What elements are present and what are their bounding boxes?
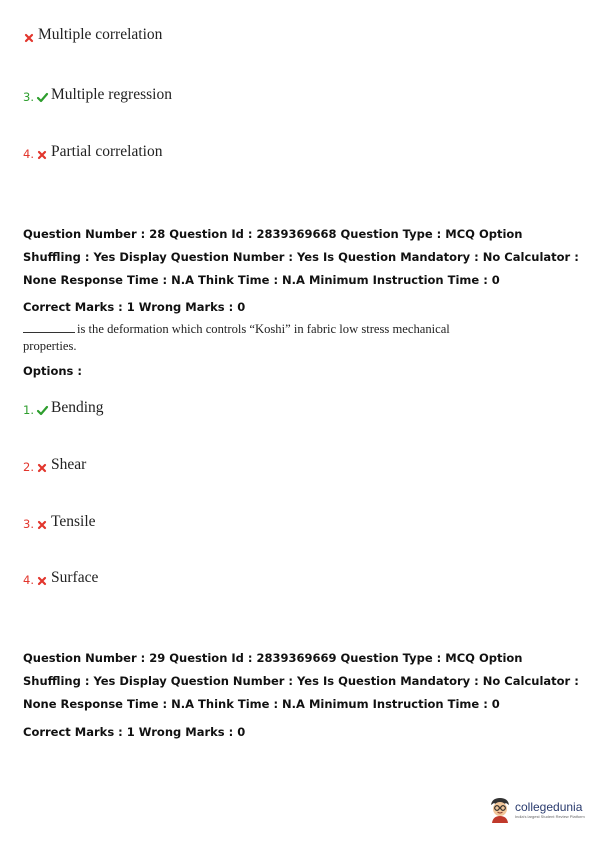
logo-tagline: India's largest Student Review Platform — [515, 814, 585, 819]
option-number: 4. — [23, 573, 34, 587]
mascot-icon — [488, 796, 512, 824]
option-number: 3. — [23, 517, 34, 531]
option-row — [23, 20, 162, 44]
option-text: Bending — [51, 399, 104, 416]
cross-icon — [36, 517, 49, 531]
option-row — [23, 563, 98, 587]
option-text: Partial correlation — [51, 143, 163, 160]
option-row — [23, 393, 104, 417]
option-text: Multiple correlation — [38, 26, 163, 43]
question-meta: Question Number : 29 Question Id : 2839369669 Question Type : MCQ Option Shuffling : Yes Display Question Number : Yes Is Question Mandatory : No Calculator : None Response Time : N.A Think Time : N.A Minimum Instruction Time : 0 — [23, 651, 579, 711]
option-row — [23, 450, 86, 474]
cross-icon — [36, 460, 49, 474]
question-meta: Question Number : 28 Question Id : 2839369668 Question Type : MCQ Option Shuffling : Yes Display Question Number : Yes Is Question Mandatory : No Calculator : None Response Time : N.A Think Time : N.A Minimum Instruction Time : 0 — [23, 227, 579, 287]
cross-icon — [36, 147, 49, 161]
options-label: Options : — [23, 364, 82, 378]
question-marks: Correct Marks : 1 Wrong Marks : 0 — [23, 300, 246, 314]
answer-blank — [23, 321, 75, 333]
option-text: Surface — [51, 569, 99, 586]
option-text: Multiple regression — [51, 86, 172, 103]
option-row — [23, 137, 162, 161]
question-marks: Correct Marks : 1 Wrong Marks : 0 — [23, 725, 246, 739]
option-number: 1. — [23, 403, 34, 417]
check-icon — [36, 403, 49, 417]
cross-icon — [23, 30, 36, 44]
option-text: Shear — [51, 456, 87, 473]
option-text: Tensile — [51, 513, 96, 530]
logo-wordmark: collegedunia — [515, 800, 583, 814]
collegedunia-logo — [488, 796, 585, 824]
question-stem — [23, 321, 483, 355]
option-number: 4. — [23, 147, 34, 161]
cross-icon — [36, 573, 49, 587]
option-row — [23, 80, 172, 104]
question-stem-text: is the deformation which controls “Koshi” in fabric low stress mechanical properties. — [23, 322, 450, 353]
option-number: 2. — [23, 460, 34, 474]
option-number: 3. — [23, 90, 34, 104]
check-icon — [36, 90, 49, 104]
option-row — [23, 507, 96, 531]
